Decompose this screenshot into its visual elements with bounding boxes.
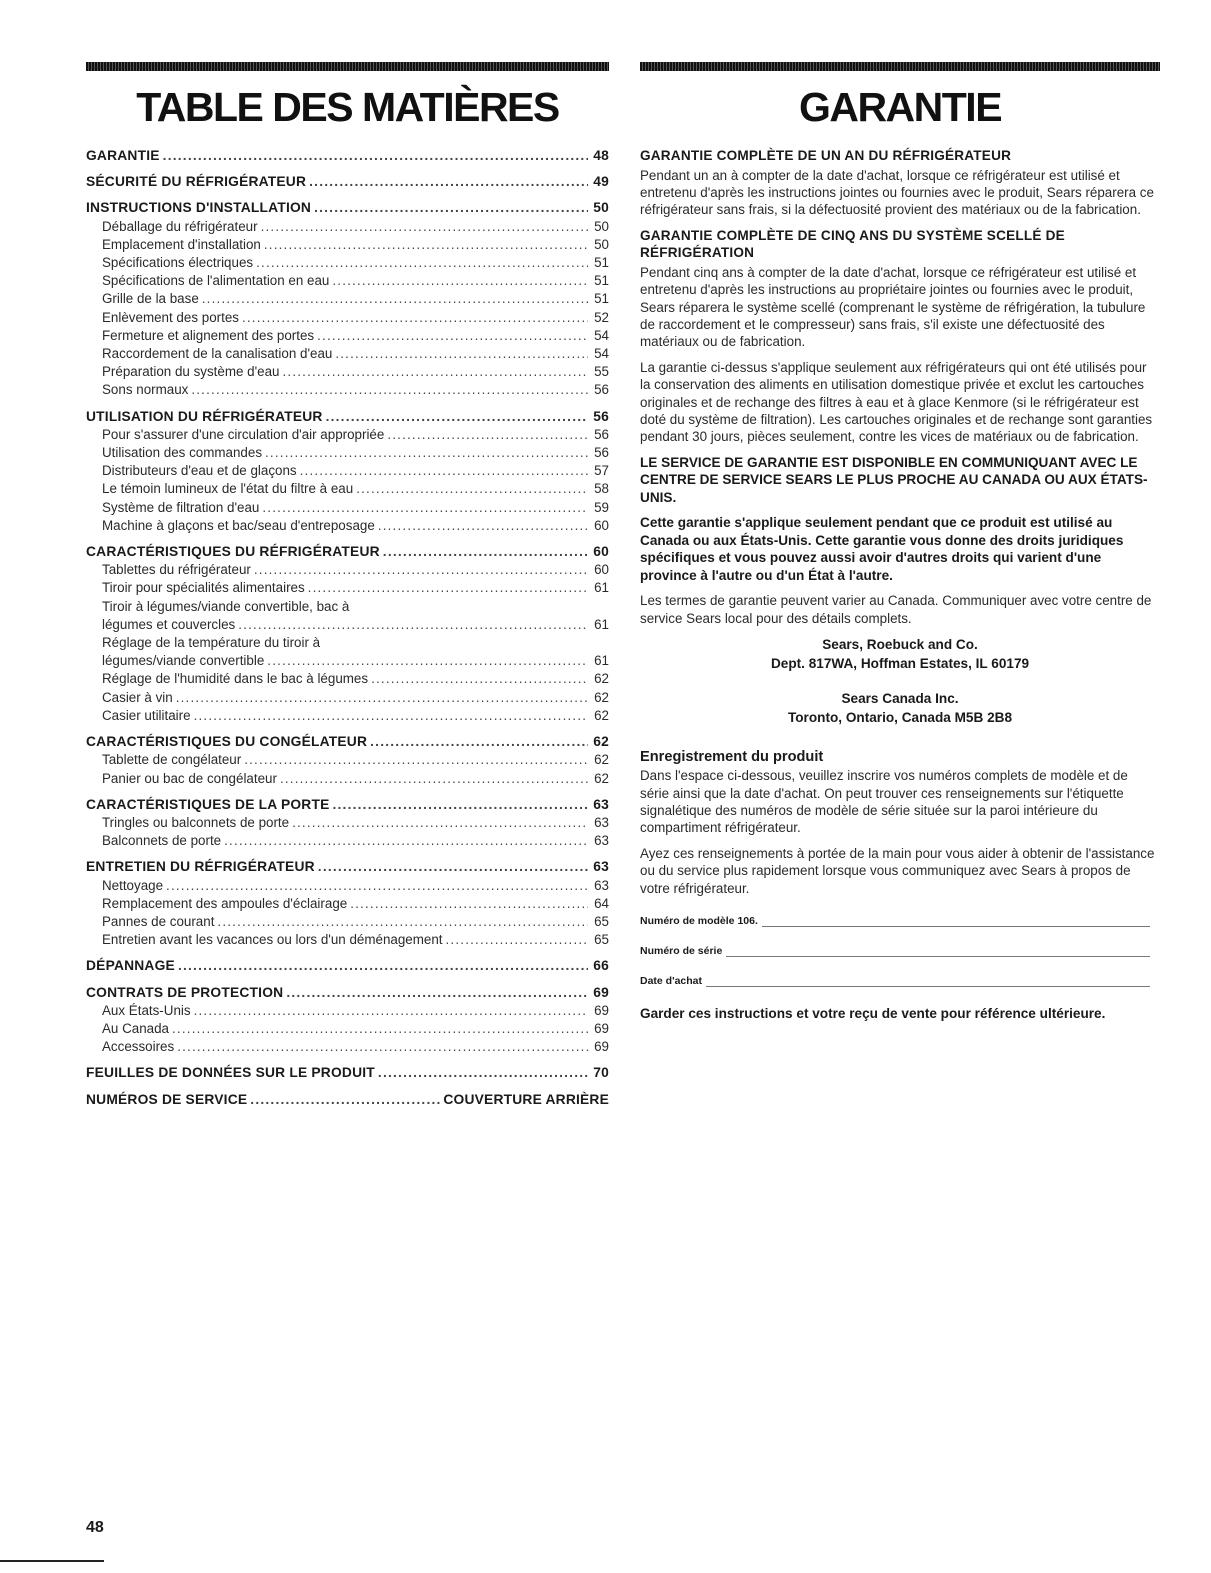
dot-leader (172, 1020, 588, 1038)
toc-page-number: 49 (593, 174, 609, 190)
toc-entry (86, 363, 609, 381)
toc-entry (86, 444, 609, 462)
dot-leader (356, 480, 588, 498)
purchase-date-field[interactable]: Date d'achat (640, 971, 1160, 987)
dot-leader (176, 689, 588, 707)
dot-leader (191, 381, 588, 399)
toc-entry-label: Déballage du réfrigérateur (102, 218, 258, 234)
toc-entry-label: Réglage de l'humidité dans le bac à légumes (102, 671, 369, 687)
toc-page-number: 61 (594, 653, 609, 669)
toc-page-number: COUVERTURE ARRIÈRE (443, 1091, 609, 1107)
toc-entry (86, 913, 609, 931)
model-number-field[interactable]: Numéro de modèle 106. (640, 911, 1160, 927)
dot-leader (332, 272, 588, 290)
toc-entry-label: Emplacement d'installation (102, 236, 261, 252)
toc-entry-label: Système de filtration d'eau (102, 499, 260, 515)
toc-page-number: 60 (593, 544, 609, 560)
toc-entry-label: légumes et couvercles (102, 616, 236, 632)
toc-entry-label: Tringles ou balconnets de porte (102, 814, 290, 830)
toc-section (86, 733, 609, 751)
toc-entry (86, 832, 609, 850)
toc-page-number: 69 (593, 984, 609, 1000)
toc-page-number: 69 (594, 1002, 609, 1018)
dot-leader (254, 561, 588, 579)
toc-page-number: 51 (594, 273, 609, 289)
toc-section (86, 796, 609, 814)
dot-leader (178, 957, 588, 975)
toc-entry (86, 462, 609, 480)
toc-page-number: 52 (594, 309, 609, 325)
toc-entry-label: Panier ou bac de congélateur (102, 770, 277, 786)
dot-leader (350, 895, 588, 913)
toc-entry-label: Grille de la base (102, 291, 199, 307)
toc-entry (86, 770, 609, 788)
toc-page-number: 50 (594, 236, 609, 252)
toc-entry (86, 345, 609, 363)
toc-entry-label: Enlèvement des portes (102, 309, 239, 325)
toc-entry (86, 877, 609, 895)
toc-entry-label: légumes/viande convertible (102, 653, 265, 669)
toc-entry-label: SÉCURITÉ DU RÉFRIGÉRATEUR (86, 174, 307, 190)
toc-entry-label: Tablette de congélateur (102, 752, 242, 768)
dot-leader (267, 652, 588, 670)
toc-entry-label: Remplacement des ampoules d'éclairage (102, 895, 348, 911)
toc-page-number: 59 (594, 499, 609, 515)
toc-section (86, 199, 609, 217)
toc-entry (86, 1002, 609, 1020)
toc-entry (86, 895, 609, 913)
toc-entry (86, 499, 609, 517)
warranty-heading-one-year: GARANTIE COMPLÈTE DE UN AN DU RÉFRIGÉRATEUR (640, 148, 1012, 163)
toc-entry (86, 426, 609, 444)
toc-entry (86, 381, 609, 399)
warranty-column (640, 62, 1160, 1037)
dot-leader (194, 707, 588, 725)
toc-entry-label: Entretien avant les vacances ou lors d'un déménagement (102, 932, 443, 948)
warranty-rights-notice: Cette garantie s'applique seulement pendant que ce produit est utilisé au Canada ou aux États-Unis. Cette garantie vous donne des droits juridiques spécifiques et vous pouvez aussi avoir d'autres droits qui varient d'une province à l'autre ou d'un État à l'autre. (640, 515, 1124, 583)
toc-page-number: 57 (594, 463, 609, 479)
toc-page-number: 63 (594, 814, 609, 830)
toc-page-number: 56 (594, 445, 609, 461)
toc-entry-label: Sons normaux (102, 382, 189, 398)
toc-page-number: 63 (593, 859, 609, 875)
dot-leader (283, 363, 589, 381)
dot-leader (308, 579, 588, 597)
registration-purpose: Ayez ces renseignements à portée de la main pour vous aider à obtenir de l'assistance ou du service plus rapidement lorsque vous communiquez avec Sears à propos de votre réfrigérateur. (640, 845, 1155, 896)
toc-entry-label: Tiroir pour spécialités alimentaires (102, 580, 305, 596)
toc-entry-label: Spécifications électriques (102, 255, 254, 271)
toc-section (86, 408, 609, 426)
dot-leader (370, 733, 588, 751)
toc-page-number: 62 (594, 671, 609, 687)
toc-entry-label: Préparation du système d'eau (102, 364, 280, 380)
toc-entry (86, 616, 609, 634)
toc-entry (86, 814, 609, 832)
toc-entry-label: CARACTÉRISTIQUES DE LA PORTE (86, 796, 330, 812)
toc-entry-label: Pour s'assurer d'une circulation d'air appropriée (102, 426, 385, 442)
toc-page-number: 62 (593, 734, 609, 750)
keep-receipt-notice: Garder ces instructions et votre reçu de vente pour référence ultérieure. (640, 1005, 1106, 1021)
sears-canada-address: Sears Canada Inc. Toronto, Ontario, Canada M5B 2B8 (787, 691, 1013, 726)
toc-section (86, 1091, 609, 1109)
dot-leader (314, 199, 588, 217)
toc-entry (86, 254, 609, 272)
product-registration-title: Enregistrement du produit (640, 749, 824, 766)
toc-entry-label: UTILISATION DU RÉFRIGÉRATEUR (86, 408, 323, 424)
toc-page-number: 62 (594, 770, 609, 786)
dot-leader (217, 913, 588, 931)
dot-leader (244, 751, 588, 769)
toc-entry-label: FEUILLES DE DONNÉES SUR LE PRODUIT (86, 1065, 375, 1081)
toc-entry (86, 931, 609, 949)
toc-entry-label: CARACTÉRISTIQUES DU RÉFRIGÉRATEUR (86, 544, 380, 560)
toc-page-number: 65 (594, 932, 609, 948)
warranty-heading-five-year: GARANTIE COMPLÈTE DE CINQ ANS DU SYSTÈME SCELLÉ DE RÉFRIGÉRATION (640, 227, 1065, 261)
toc-entry-continued (86, 598, 609, 616)
toc-section (86, 984, 609, 1002)
toc-section (86, 957, 609, 975)
dot-leader (166, 877, 588, 895)
toc-entry-continued (86, 634, 609, 652)
toc-entry (86, 707, 609, 725)
toc-entry-label: ENTRETIEN DU RÉFRIGÉRATEUR (86, 859, 315, 875)
toc-section (86, 858, 609, 876)
toc-page-number: 61 (594, 580, 609, 596)
toc-page-number: 62 (594, 707, 609, 723)
toc-page-number: 60 (594, 517, 609, 533)
toc-entry-label: Raccordement de la canalisation d'eau (102, 346, 333, 362)
toc-page-number: 55 (594, 364, 609, 380)
toc-entry (86, 579, 609, 597)
toc-entry-label: Tablettes du réfrigérateur (102, 562, 251, 578)
toc-page-number: 58 (594, 481, 609, 497)
dot-leader (262, 499, 588, 517)
warranty-terms-canada: Les termes de garantie peuvent varier au Canada. Communiquer avec votre centre de service Sears local pour des détails complets. (640, 593, 1152, 626)
toc-page-number: 61 (594, 616, 609, 632)
toc-page-number: 64 (594, 895, 609, 911)
dot-leader (163, 147, 588, 165)
toc-page-number: 63 (593, 796, 609, 812)
dot-leader (194, 1002, 588, 1020)
toc-entry (86, 327, 609, 345)
toc-entry-label: Pannes de courant (102, 913, 215, 929)
toc-entry-label: Utilisation des commandes (102, 445, 263, 461)
dot-leader (371, 670, 588, 688)
dot-leader (378, 517, 588, 535)
toc-title: TABLE DES MATIÈRES (136, 84, 559, 130)
toc-entry-label: Au Canada (102, 1020, 170, 1036)
toc-section (86, 173, 609, 191)
toc-entry-label: Distributeurs d'eau et de glaçons (102, 463, 297, 479)
top-rule (640, 62, 1160, 71)
dot-leader (332, 796, 588, 814)
dot-leader (309, 173, 588, 191)
dot-leader (286, 984, 588, 1002)
dot-leader (238, 616, 588, 634)
toc-page-number: 50 (594, 218, 609, 234)
toc-entry-label: Aux États-Unis (102, 1002, 191, 1018)
dot-leader (446, 931, 588, 949)
toc-entry-label: Le témoin lumineux de l'état du filtre à eau (102, 481, 354, 497)
toc-page-number: 66 (593, 958, 609, 974)
toc-entry (86, 652, 609, 670)
serial-number-field[interactable]: Numéro de série (640, 941, 1160, 957)
toc-column (86, 62, 609, 1109)
toc-page-number: 54 (594, 346, 609, 362)
toc-page-number: 63 (594, 877, 609, 893)
toc-entry-label: NUMÉROS DE SERVICE (86, 1091, 248, 1107)
toc-entry-label: Casier à vin (102, 689, 173, 705)
toc-page-number: 51 (594, 291, 609, 307)
toc-entry (86, 480, 609, 498)
dot-leader (224, 832, 588, 850)
toc-entry (86, 218, 609, 236)
dot-leader (335, 345, 588, 363)
toc-entry (86, 236, 609, 254)
toc-entry-label: INSTRUCTIONS D'INSTALLATION (86, 200, 312, 216)
toc-entry (86, 290, 609, 308)
toc-page-number: 65 (594, 913, 609, 929)
toc-page-number: 56 (593, 408, 609, 424)
toc-entry-label: CONTRATS DE PROTECTION (86, 984, 284, 1000)
toc-entry-label: Nettoyage (102, 877, 164, 893)
toc-page-number: 69 (594, 1020, 609, 1036)
dot-leader (256, 254, 588, 272)
toc-entry-label: Balconnets de porte (102, 833, 222, 849)
registration-instructions: Dans l'espace ci-dessous, veuillez inscrire vos numéros complets de modèle et de série ainsi que la date d'achat. On peut trouver ces renseignements sur l'étiquette signalétique des numéros de modèle de série située sur la paroi intérieure du compartiment réfrigérateur. (640, 768, 1128, 836)
dot-leader (242, 309, 588, 327)
dot-leader (250, 1091, 440, 1109)
warranty-text-one-year: Pendant un an à compter de la date d'achat, lorsque ce réfrigérateur est utilisé et entretenu d'après les instructions jointes ou fournies avec le produit, Sears réparera ce réfrigérateur sans frais, si la défectuosité provient des matériaux ou de la fabrication. (640, 167, 1154, 218)
dot-leader (300, 462, 588, 480)
dot-leader (265, 444, 588, 462)
table-of-contents (86, 147, 609, 1109)
toc-entry-label: Fermeture et alignement des portes (102, 327, 315, 343)
toc-page-number: 56 (594, 426, 609, 442)
toc-section (86, 147, 609, 165)
dot-leader (378, 1064, 588, 1082)
toc-page-number: 60 (594, 562, 609, 578)
toc-entry (86, 561, 609, 579)
dot-leader (292, 814, 588, 832)
dot-leader (387, 426, 588, 444)
toc-page-number: 62 (594, 689, 609, 705)
toc-entry-label: Casier utilitaire (102, 707, 191, 723)
toc-entry (86, 517, 609, 535)
toc-page-number: 69 (594, 1039, 609, 1055)
dot-leader (326, 408, 588, 426)
dot-leader (264, 236, 588, 254)
toc-page-number: 63 (594, 833, 609, 849)
toc-page-number: 48 (593, 148, 609, 163)
footer-rule (0, 1560, 104, 1562)
toc-entry (86, 1038, 609, 1056)
toc-entry (86, 309, 609, 327)
sears-us-address: Sears, Roebuck and Co. Dept. 817WA, Hoffman Estates, IL 60179 (770, 637, 1030, 672)
toc-entry (86, 751, 609, 769)
toc-entry-label: Tiroir à légumes/viande convertible, bac à (102, 598, 350, 614)
toc-entry-label: Réglage de la température du tiroir à (102, 635, 321, 651)
toc-entry-label: Spécifications de l'alimentation en eau (102, 273, 330, 289)
toc-entry-label: Machine à glaçons et bac/seau d'entreposage (102, 517, 375, 533)
warranty-text-five-year: Pendant cinq ans à compter de la date d'achat, lorsque ce réfrigérateur est utilisé et entretenu d'après les instructions au propriétaire jointes ou fournies avec le produit, Sears réparera le système scellé (comprenant le système de réfrigération, la tubulure de raccordement et le compresseur) sans frais, s'il existe une défectuosité des matériaux ou de fabrication. (640, 264, 1146, 350)
toc-entry (86, 689, 609, 707)
toc-entry-label: CARACTÉRISTIQUES DU CONGÉLATEUR (86, 734, 368, 750)
toc-page-number: 56 (594, 382, 609, 398)
dot-leader (383, 543, 588, 561)
dot-leader (318, 858, 588, 876)
toc-section (86, 543, 609, 561)
toc-entry-label: DÉPANNAGE (86, 958, 175, 974)
dot-leader (177, 1038, 588, 1056)
toc-section (86, 1064, 609, 1082)
page-number: 48 (86, 1519, 104, 1536)
toc-page-number: 70 (593, 1065, 609, 1081)
top-rule (86, 62, 609, 71)
warranty-title: GARANTIE (798, 84, 1002, 130)
toc-entry (86, 272, 609, 290)
dot-leader (317, 327, 588, 345)
toc-entry-label: GARANTIE (86, 148, 160, 163)
dot-leader (202, 290, 588, 308)
toc-page-number: 51 (594, 255, 609, 271)
toc-page-number: 54 (594, 327, 609, 343)
toc-page-number: 50 (593, 200, 609, 216)
warranty-text-scope: La garantie ci-dessus s'applique seulement aux réfrigérateurs qui ont été utilisés pour la conservation des aliments en utilisation domestique privée et exclut les cartouches originales et de rechange des filtres à eau et à glace Kenmore (si le réfrigérateur est doté du système de filtration). Les cartouches originales et de rechange sont garanties pendant 30 jours, pièces seulement, contre les vices de matériaux ou de fabrication. (640, 359, 1153, 445)
warranty-service-notice: LE SERVICE DE GARANTIE EST DISPONIBLE EN COMMUNIQUANT AVEC LE CENTRE DE SERVICE SEARS LE PLUS PROCHE AU CANADA OU AUX ÉTATS-UNIS. (640, 454, 1148, 505)
dot-leader (280, 770, 588, 788)
toc-entry (86, 670, 609, 688)
toc-entry-label: Accessoires (102, 1039, 175, 1055)
toc-entry (86, 1020, 609, 1038)
dot-leader (261, 218, 588, 236)
toc-page-number: 62 (594, 752, 609, 768)
